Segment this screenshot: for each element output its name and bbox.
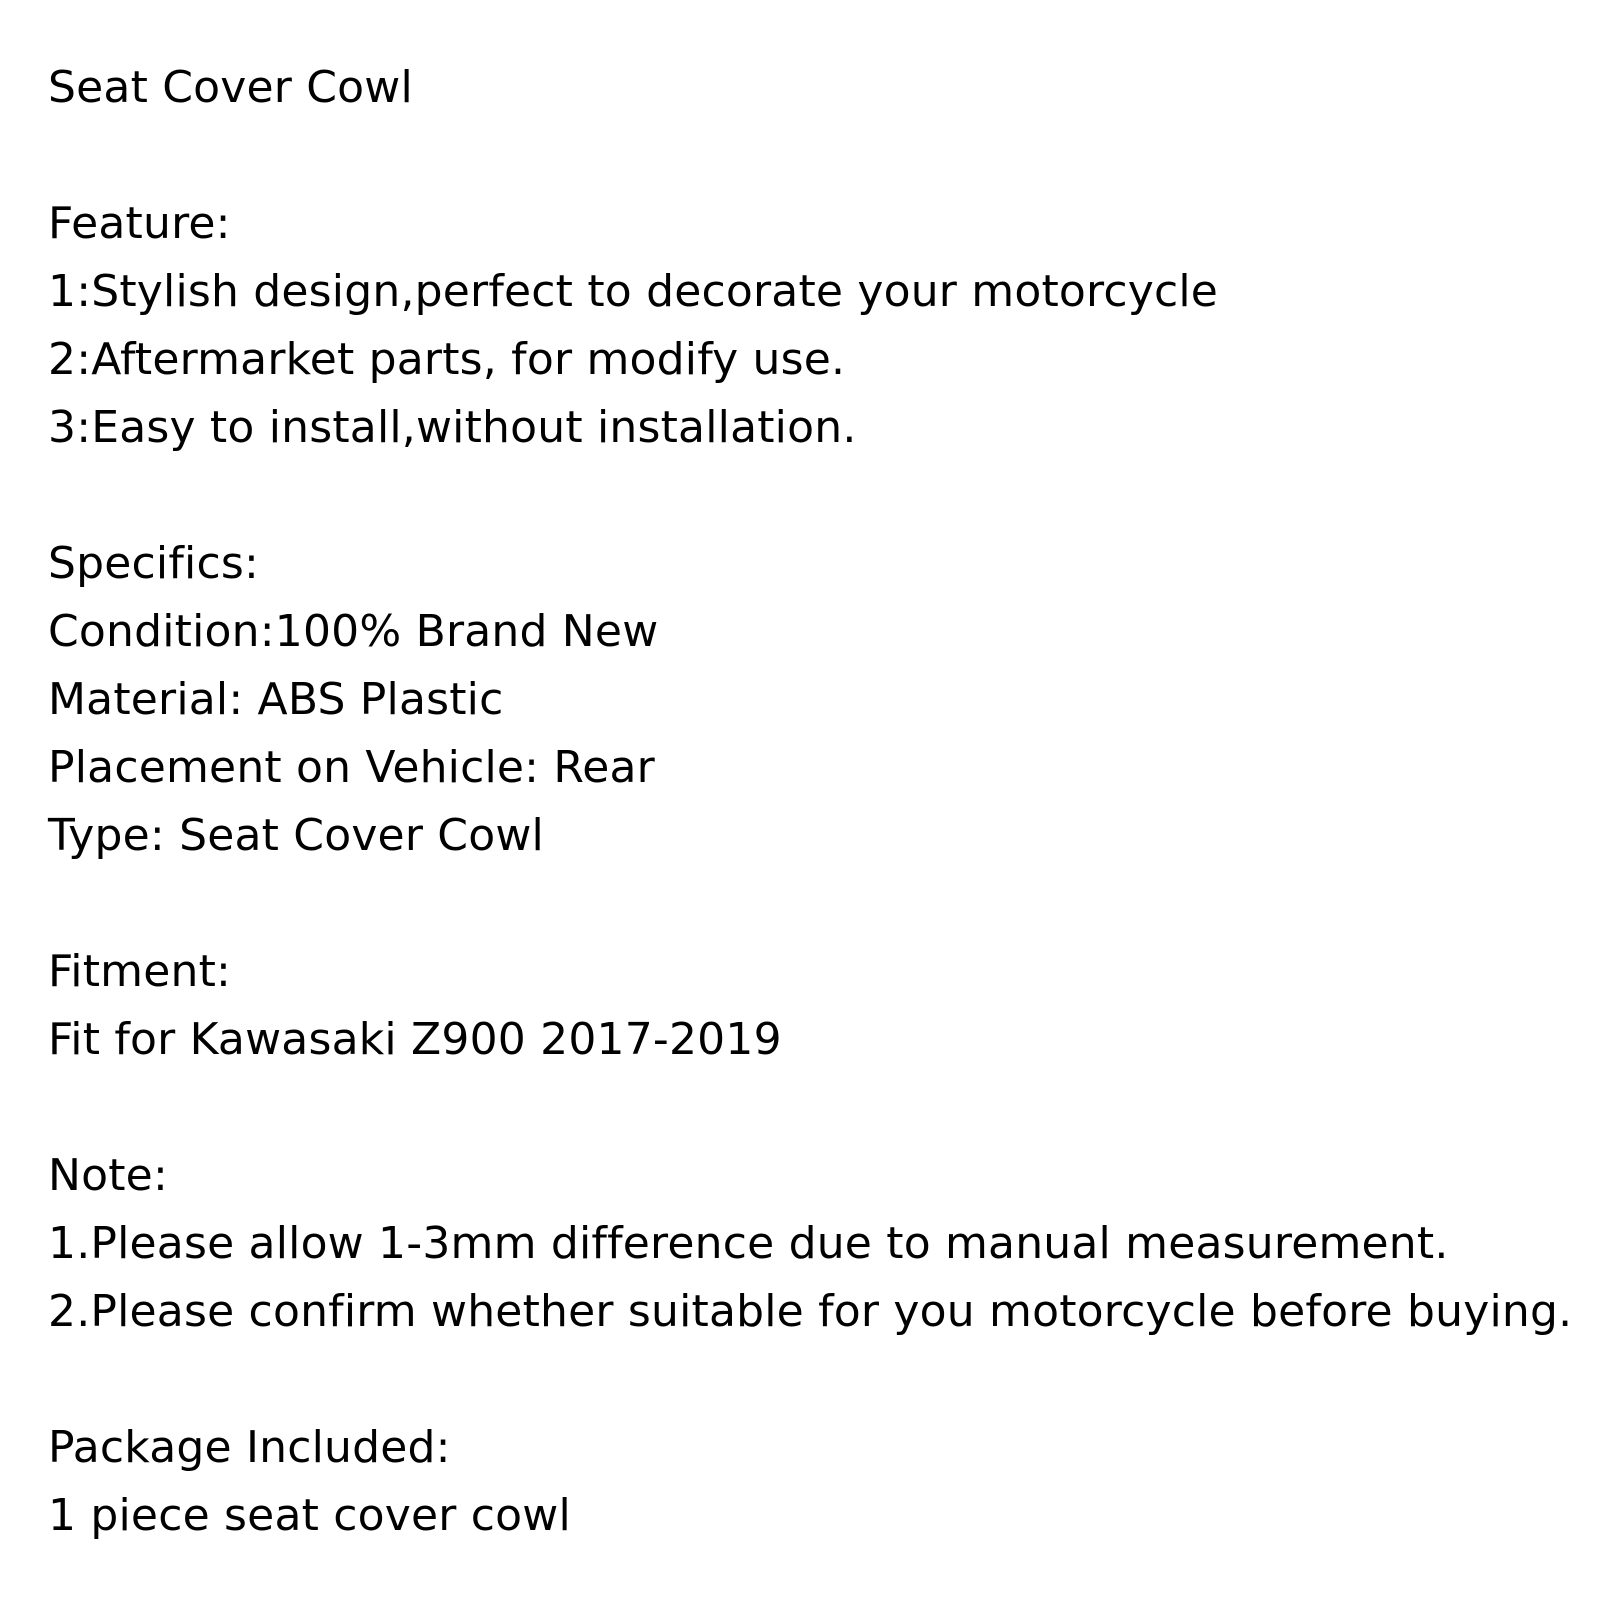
product-description xyxy=(48,54,1588,1550)
feature-item: 3:Easy to install,without installation. xyxy=(48,402,857,453)
package-item: 1 piece seat cover cowl xyxy=(48,1490,571,1541)
package-section xyxy=(48,1414,1588,1550)
specifics-item: Type: Seat Cover Cowl xyxy=(48,810,544,861)
spacer xyxy=(48,1074,1588,1142)
note-section xyxy=(48,1142,1588,1346)
note-item: 2.Please confirm whether suitable for you motorcycle before buying. xyxy=(48,1286,1573,1337)
spacer xyxy=(48,122,1588,190)
specifics-section xyxy=(48,530,1588,870)
fitment-heading: Fitment: xyxy=(48,946,232,997)
feature-item: 2:Aftermarket parts, for modify use. xyxy=(48,334,846,385)
document-title: Seat Cover Cowl xyxy=(48,62,413,113)
spacer xyxy=(48,870,1588,938)
specifics-item: Material: ABS Plastic xyxy=(48,674,504,725)
package-heading: Package Included: xyxy=(48,1422,451,1473)
feature-section xyxy=(48,190,1588,462)
feature-heading: Feature: xyxy=(48,198,231,249)
fitment-item: Fit for Kawasaki Z900 2017-2019 xyxy=(48,1014,782,1065)
spacer xyxy=(48,1346,1588,1414)
fitment-section xyxy=(48,938,1588,1074)
specifics-item: Condition:100% Brand New xyxy=(48,606,659,657)
specifics-heading: Specifics: xyxy=(48,538,259,589)
note-heading: Note: xyxy=(48,1150,168,1201)
note-item: 1.Please allow 1-3mm difference due to manual measurement. xyxy=(48,1218,1449,1269)
specifics-item: Placement on Vehicle: Rear xyxy=(48,742,655,793)
feature-item: 1:Stylish design,perfect to decorate your motorcycle xyxy=(48,266,1219,317)
spacer xyxy=(48,462,1588,530)
